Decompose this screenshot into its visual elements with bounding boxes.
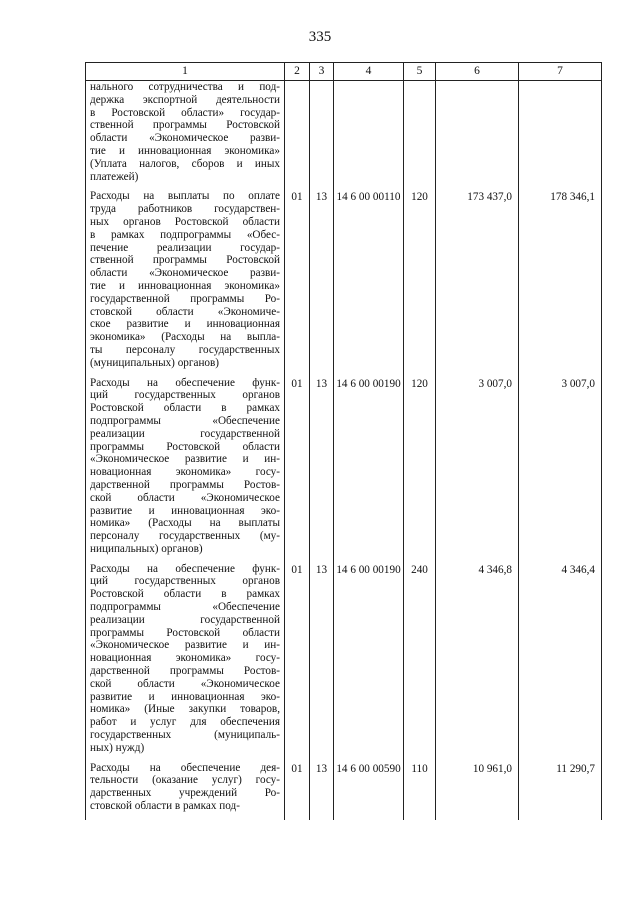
- table-row: [86, 762, 602, 820]
- description-line: ственной программы Ростовской: [90, 254, 280, 267]
- description-line: ты персоналу государственных: [90, 343, 280, 356]
- description-line: в рамках подпрограммы «Обес-: [90, 228, 280, 241]
- section-code: 01: [285, 563, 310, 762]
- header-row: [86, 63, 602, 81]
- description-line: ской области «Экономическое: [90, 491, 280, 504]
- amount-year-2: 11 290,7: [519, 762, 602, 820]
- description-line: ственной программы Ростовской: [90, 119, 280, 132]
- row-description: [86, 762, 285, 820]
- description-line: программы Ростовской области: [90, 440, 280, 453]
- header-cell-2: 2: [285, 63, 310, 81]
- description-line: реализации государственной: [90, 613, 280, 626]
- description-line: ниципальных) органов): [90, 542, 203, 555]
- description-line: Ростовской области в рамках: [90, 588, 280, 601]
- description-line: реализации государственной: [90, 427, 280, 440]
- header-cell-7: 7: [519, 63, 602, 81]
- description-line: персоналу государственных (му-: [90, 530, 280, 543]
- expense-type-code: 120: [404, 377, 436, 563]
- row-description: [86, 81, 285, 191]
- amount-year-1: [436, 81, 519, 191]
- description-line: работ и услуг для обеспечения: [90, 716, 280, 729]
- description-line: Ростовской области в рамках: [90, 402, 280, 415]
- description-line: стовской области «Экономиче-: [90, 305, 280, 318]
- description-line: (муниципальных) органов): [90, 356, 220, 369]
- description-line: труда работников государствен-: [90, 203, 280, 216]
- subsection-code: 13: [310, 190, 334, 376]
- description-line: дарственной программы Ростов-: [90, 665, 280, 678]
- description-line: ций государственных органов: [90, 575, 280, 588]
- description-line: ций государственных органов: [90, 389, 280, 402]
- description-line: подпрограммы «Обеспечение: [90, 601, 280, 614]
- description-line: развитие и инновационная эко-: [90, 690, 280, 703]
- description-line: (Уплата налогов, сборов и иных: [90, 157, 280, 170]
- description-line: государственных (муниципаль-: [90, 729, 280, 742]
- amount-year-2: 4 346,4: [519, 563, 602, 762]
- table-row: [86, 81, 602, 191]
- description-line: подпрограммы «Обеспечение: [90, 414, 280, 427]
- description-line: государственной программы Ро-: [90, 292, 280, 305]
- amount-year-2: [519, 81, 602, 191]
- amount-year-2: 3 007,0: [519, 377, 602, 563]
- subsection-code: 13: [310, 762, 334, 820]
- header-cell-5: 5: [404, 63, 436, 81]
- amount-year-2: 178 346,1: [519, 190, 602, 376]
- subsection-code: 13: [310, 377, 334, 563]
- section-code: 01: [285, 762, 310, 820]
- description-line: ных органов Ростовской области: [90, 215, 280, 228]
- row-description: [86, 563, 285, 762]
- description-line: области «Экономическое разви-: [90, 267, 280, 280]
- section-code: [285, 81, 310, 191]
- header-cell-1: 1: [86, 63, 285, 81]
- header-cell-4: 4: [334, 63, 404, 81]
- target-article-code: [334, 81, 404, 191]
- target-article-code: 14 6 00 00190: [334, 563, 404, 762]
- description-line: новационная экономика» госу-: [90, 466, 280, 479]
- expense-type-code: 240: [404, 563, 436, 762]
- description-line: Расходы на выплаты по оплате: [90, 190, 280, 203]
- page-number: 335: [308, 29, 332, 45]
- description-line: стовской области в рамках под-: [90, 800, 240, 813]
- table-row: [86, 377, 602, 563]
- table-row: [86, 563, 602, 762]
- description-line: платежей): [90, 170, 139, 183]
- section-code: 01: [285, 190, 310, 376]
- description-line: держка экспортной деятельности: [90, 93, 280, 106]
- description-line: в Ростовской области» государ-: [90, 106, 280, 119]
- description-line: дарственной программы Ростов-: [90, 478, 280, 491]
- description-line: новационная экономика» госу-: [90, 652, 280, 665]
- target-article-code: 14 6 00 00190: [334, 377, 404, 563]
- description-line: Расходы на обеспечение функ-: [90, 562, 280, 575]
- header-cell-3: 3: [310, 63, 334, 81]
- description-line: тие и инновационная экономика»: [90, 144, 280, 157]
- description-line: развитие и инновационная эко-: [90, 504, 280, 517]
- description-line: экономика» (Расходы на выпла-: [90, 331, 280, 344]
- description-line: «Экономическое развитие и ин-: [90, 639, 280, 652]
- row-description: [86, 377, 285, 563]
- section-code: 01: [285, 377, 310, 563]
- expense-type-code: [404, 81, 436, 191]
- amount-year-1: 173 437,0: [436, 190, 519, 376]
- description-line: номика» (Расходы на выплаты: [90, 517, 280, 530]
- description-line: «Экономическое развитие и ин-: [90, 453, 280, 466]
- target-article-code: 14 6 00 00110: [334, 190, 404, 376]
- description-line: программы Ростовской области: [90, 626, 280, 639]
- description-line: тельности (оказание услуг) госу-: [90, 774, 280, 787]
- description-line: тие и инновационная экономика»: [90, 279, 280, 292]
- expense-type-code: 120: [404, 190, 436, 376]
- description-line: печение реализации государ-: [90, 241, 280, 254]
- description-line: дарственных учреждений Ро-: [90, 787, 280, 800]
- amount-year-1: 10 961,0: [436, 762, 519, 820]
- header-cell-6: 6: [436, 63, 519, 81]
- target-article-code: 14 6 00 00590: [334, 762, 404, 820]
- amount-year-1: 4 346,8: [436, 563, 519, 762]
- description-line: ных) нужд): [90, 741, 145, 754]
- expense-type-code: 110: [404, 762, 436, 820]
- description-line: области «Экономическое разви-: [90, 132, 280, 145]
- description-line: Расходы на обеспечение дея-: [90, 761, 280, 774]
- description-line: ское развитие и инновационная: [90, 318, 280, 331]
- description-line: ской области «Экономическое: [90, 677, 280, 690]
- description-line: номика» (Иные закупки товаров,: [90, 703, 280, 716]
- subsection-code: 13: [310, 563, 334, 762]
- subsection-code: [310, 81, 334, 191]
- description-line: нального сотрудничества и под-: [90, 81, 280, 93]
- table-row: [86, 190, 602, 376]
- amount-year-1: 3 007,0: [436, 377, 519, 563]
- budget-table: [85, 62, 602, 820]
- row-description: [86, 190, 285, 376]
- description-line: Расходы на обеспечение функ-: [90, 376, 280, 389]
